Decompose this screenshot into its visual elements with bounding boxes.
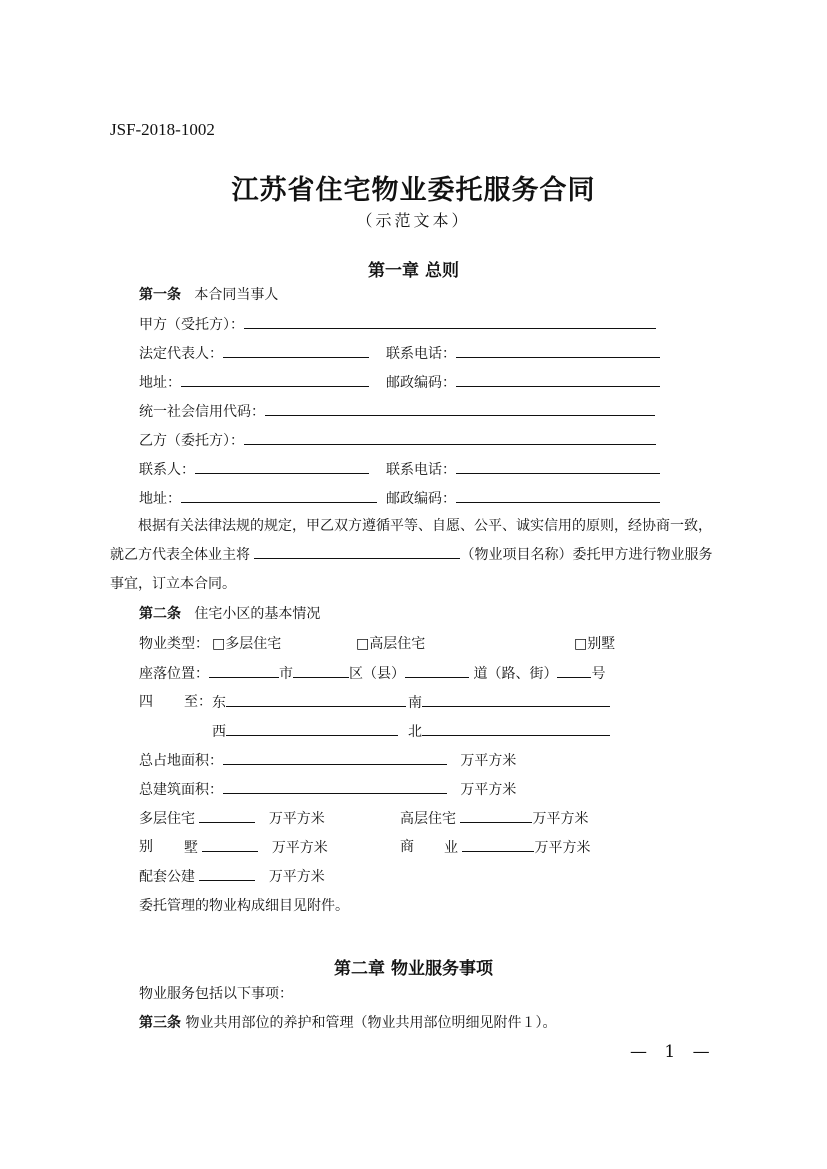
multi-res-field[interactable] [199, 808, 255, 823]
public-fac-row [139, 866, 325, 887]
party-b-row [139, 430, 656, 451]
phone1-row [386, 343, 660, 364]
commerce-field[interactable] [462, 837, 534, 852]
page-number: — 1 — [630, 1042, 716, 1062]
commerce-row [444, 837, 590, 858]
type-high-checkbox[interactable]: □高层住宅 [356, 636, 426, 652]
multi-res-row [139, 808, 325, 829]
villa-row [184, 837, 328, 858]
article-3-text: 物业共用部位的养护和管理（物业共用部位明细见附件１）。 [185, 1015, 557, 1031]
location-row [139, 663, 605, 684]
west-field[interactable] [226, 721, 398, 736]
north-field[interactable] [422, 721, 610, 736]
north-row [408, 721, 610, 742]
preamble-text-b: （物业项目名称）委托甲方进行物业服务事宜，订立本合同。 [110, 547, 713, 592]
total-build-field[interactable] [223, 779, 447, 794]
document-code: JSF-2018-1002 [110, 120, 215, 139]
number-field[interactable] [557, 663, 591, 678]
address1-label: 地址： [139, 375, 181, 391]
villa-field[interactable] [202, 837, 258, 852]
postcode2-row [386, 488, 660, 509]
total-build-row [139, 779, 516, 800]
commerce-label-a: 商 [400, 839, 414, 855]
type-villa-checkbox[interactable]: □别墅 [574, 636, 616, 652]
address1-field[interactable] [181, 372, 369, 387]
total-build-unit: 万平方米 [460, 782, 517, 798]
party-a-field[interactable] [244, 314, 656, 329]
postcode1-row [386, 372, 660, 393]
district-label: 区（县） [349, 666, 405, 682]
commerce-label-b: 业 [444, 840, 458, 856]
phone1-field[interactable] [456, 343, 660, 358]
article-1-number: 第一条 [139, 287, 181, 303]
city-field[interactable] [209, 663, 279, 678]
party-b-label: 乙方（委托方）： [139, 433, 244, 449]
east-field[interactable] [226, 692, 406, 707]
phone2-field[interactable] [456, 459, 660, 474]
total-land-row [139, 750, 516, 771]
west-row [212, 721, 398, 742]
high-res-unit: 万平方米 [532, 811, 589, 827]
contact-row [139, 459, 369, 480]
villa-label-b: 墅 [184, 840, 198, 856]
postcode1-label: 邮政编码： [386, 375, 456, 391]
west-label: 西 [212, 724, 226, 740]
address2-label: 地址： [139, 491, 181, 507]
chapter-2-title: 第二章 物业服务事项 [334, 959, 493, 979]
multi-res-label: 多层住宅 [139, 811, 195, 827]
public-fac-label: 配套公建 [139, 869, 195, 885]
phone2-label: 联系电话： [386, 462, 456, 478]
article-1-text: 本合同当事人 [194, 287, 279, 303]
east-row [212, 692, 406, 713]
document-title: 江苏省住宅物业委托服务合同 [231, 175, 596, 206]
boundary-label-b: 至： [184, 694, 212, 710]
postcode1-field[interactable] [456, 372, 660, 387]
article-1 [139, 285, 278, 305]
postcode2-field[interactable] [456, 488, 660, 503]
total-land-unit: 万平方米 [460, 753, 517, 769]
postcode2-label: 邮政编码： [386, 491, 456, 507]
article-2 [139, 604, 320, 624]
party-b-field[interactable] [244, 430, 656, 445]
south-field[interactable] [422, 692, 610, 707]
phone1-label: 联系电话： [386, 346, 456, 362]
article-3-number: 第三条 [139, 1015, 181, 1031]
high-res-field[interactable] [460, 808, 532, 823]
address1-row [139, 372, 369, 393]
road-label: 道（路、街） [473, 666, 558, 682]
preamble-text-a: 根据有关法律法规的规定，甲乙双方遵循平等、自愿、公平、诚实信用的原则，经协商一致，就乙方代表全体业主将 [110, 518, 712, 563]
east-label: 东 [212, 695, 226, 711]
district-field[interactable] [293, 663, 349, 678]
road-field[interactable] [405, 663, 469, 678]
high-res-label: 高层住宅 [400, 811, 456, 827]
location-label: 座落位置： [139, 666, 209, 682]
total-build-label: 总建筑面积： [139, 782, 223, 798]
public-fac-field[interactable] [199, 866, 255, 881]
article-3 [139, 1013, 556, 1033]
preamble-paragraph [110, 512, 720, 599]
chapter-2-intro: 物业服务包括以下事项： [139, 986, 293, 1002]
number-label: 号 [591, 666, 606, 682]
credit-code-row [139, 401, 655, 422]
boundary-label-a: 四 [139, 694, 153, 710]
south-label: 南 [408, 695, 422, 711]
credit-code-field[interactable] [265, 401, 655, 416]
villa-label-a: 别 [139, 839, 153, 855]
legal-rep-label: 法定代表人： [139, 346, 223, 362]
chapter-1-title: 第一章 总则 [368, 261, 459, 281]
address2-row [139, 488, 377, 509]
city-label: 市 [279, 666, 293, 682]
credit-code-label: 统一社会信用代码： [139, 404, 265, 420]
article-2-number: 第二条 [139, 606, 181, 622]
total-land-label: 总占地面积： [139, 753, 223, 769]
detail-note: 委托管理的物业构成细目见附件。 [139, 898, 349, 914]
phone2-row [386, 459, 660, 480]
contact-field[interactable] [195, 459, 369, 474]
party-a-row [139, 314, 656, 335]
document-subtitle: （示范文本） [356, 211, 471, 230]
party-a-label: 甲方（受托方）： [139, 317, 244, 333]
property-type-label: 物业类型： [139, 636, 209, 652]
commerce-unit: 万平方米 [534, 840, 591, 856]
legal-rep-row [139, 343, 369, 364]
north-label: 北 [408, 724, 422, 740]
public-fac-unit: 万平方米 [268, 869, 325, 885]
article-2-text: 住宅小区的基本情况 [194, 606, 321, 622]
legal-rep-field[interactable] [223, 343, 369, 358]
high-res-row [400, 808, 588, 829]
contact-label: 联系人： [139, 462, 195, 478]
project-name-field[interactable] [254, 544, 460, 559]
total-land-field[interactable] [223, 750, 447, 765]
multi-res-unit: 万平方米 [268, 811, 325, 827]
address2-field[interactable] [181, 488, 377, 503]
villa-unit: 万平方米 [271, 840, 328, 856]
type-multi-checkbox[interactable]: □多层住宅 [212, 636, 282, 652]
south-row [408, 692, 610, 713]
